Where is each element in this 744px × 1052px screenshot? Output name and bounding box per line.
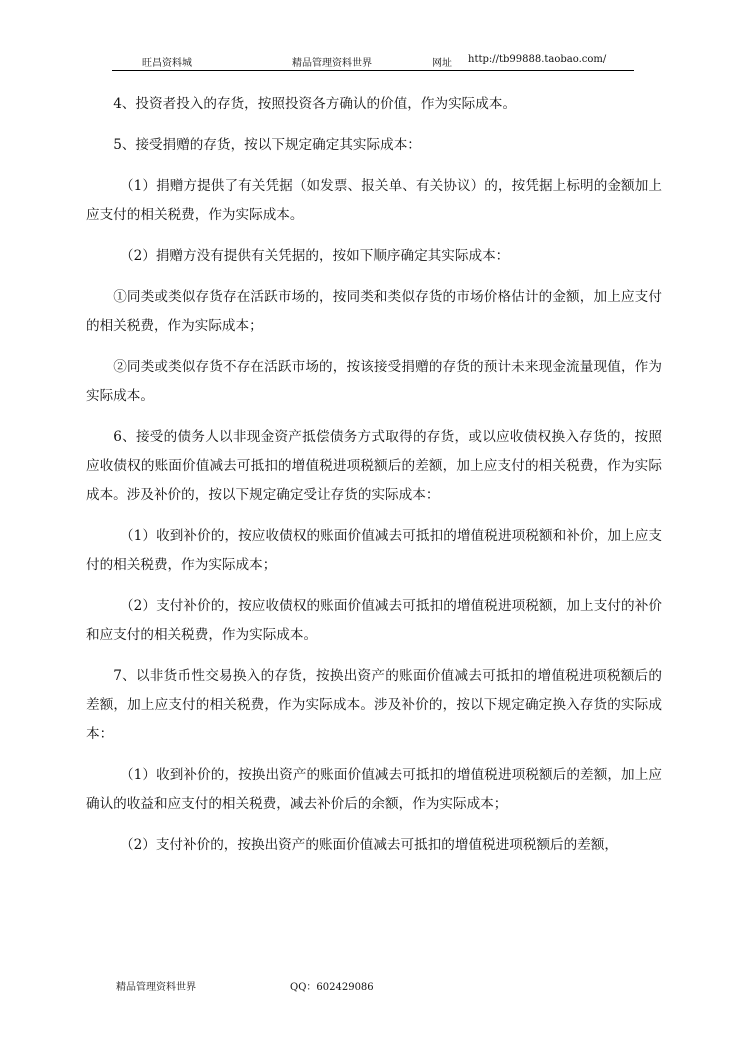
header-url: http://tb99888.taobao.com/ xyxy=(468,54,607,65)
paragraph-item-5: 5、接受捐赠的存货，按以下规定确定其实际成本： xyxy=(113,137,421,153)
paragraph-7-2: （2）支付补价的，按换出资产的账面价值减去可抵扣的增值税进项税额后的差额， xyxy=(120,837,619,853)
paragraph-6-2: （2）支付补价的，按应收债权的账面价值减去可抵扣的增值税进项税额，加上支付的补价和应支付的相关税费，作为实际成本。 xyxy=(86,598,662,643)
paragraph-item-6: 6、接受的债务人以非现金资产抵偿债务方式取得的存货，或以应收债权换入存货的，按照应收债权的账面价值减去可抵扣的增值税进项税额后的差额，加上应支付的相关税费，作为实际成本。涉及补价的，按以下规定确定受让存货的实际成本： xyxy=(86,429,662,503)
paragraph-5-2: （2）捐赠方没有提供有关凭据的，按如下顺序确定其实际成本： xyxy=(120,248,510,264)
paragraph-6-1: （1）收到补价的，按应收债权的账面价值减去可抵扣的增值税进项税额和补价，加上应支付的相关税费，作为实际成本； xyxy=(86,528,662,573)
footer-qq: QQ：602429086 xyxy=(290,982,374,993)
footer-name: 精品管理资料世界 xyxy=(116,982,196,993)
paragraph-7-1: （1）收到补价的，按换出资产的账面价值减去可抵扣的增值税进项税额后的差额，加上应确认的收益和应支付的相关税费，减去补价后的余额，作为实际成本； xyxy=(86,767,662,812)
header-site-name: 旺昌资料城 xyxy=(142,58,192,69)
paragraph-5-1: （1）捐赠方提供了有关凭据（如发票、报关单、有关协议）的，按凭据上标明的金额加上应支付的相关税费，作为实际成本。 xyxy=(86,178,662,223)
paragraph-5-2-b: ②同类或类似存货不存在活跃市场的，按该接受捐赠的存货的预计未来现金流量现值，作为实际成本。 xyxy=(86,359,662,404)
document-body xyxy=(86,90,662,860)
paragraph-5-2-a: ①同类或类似存货存在活跃市场的，按同类和类似存货的市场价格估计的金额，加上应支付的相关税费，作为实际成本； xyxy=(86,289,662,334)
paragraph-item-7: 7、以非货币性交易换入的存货，按换出资产的账面价值减去可抵扣的增值税进项税额后的差额，加上应支付的相关税费，作为实际成本。涉及补价的，按以下规定确定换入存货的实际成本： xyxy=(86,668,662,742)
page-header xyxy=(112,52,634,71)
paragraph-item-4: 4、投资者投入的存货，按照投资各方确认的价值，作为实际成本。 xyxy=(113,96,517,112)
header-title: 精品管理资料世界 xyxy=(292,58,372,69)
header-url-label: 网址 xyxy=(432,58,452,69)
